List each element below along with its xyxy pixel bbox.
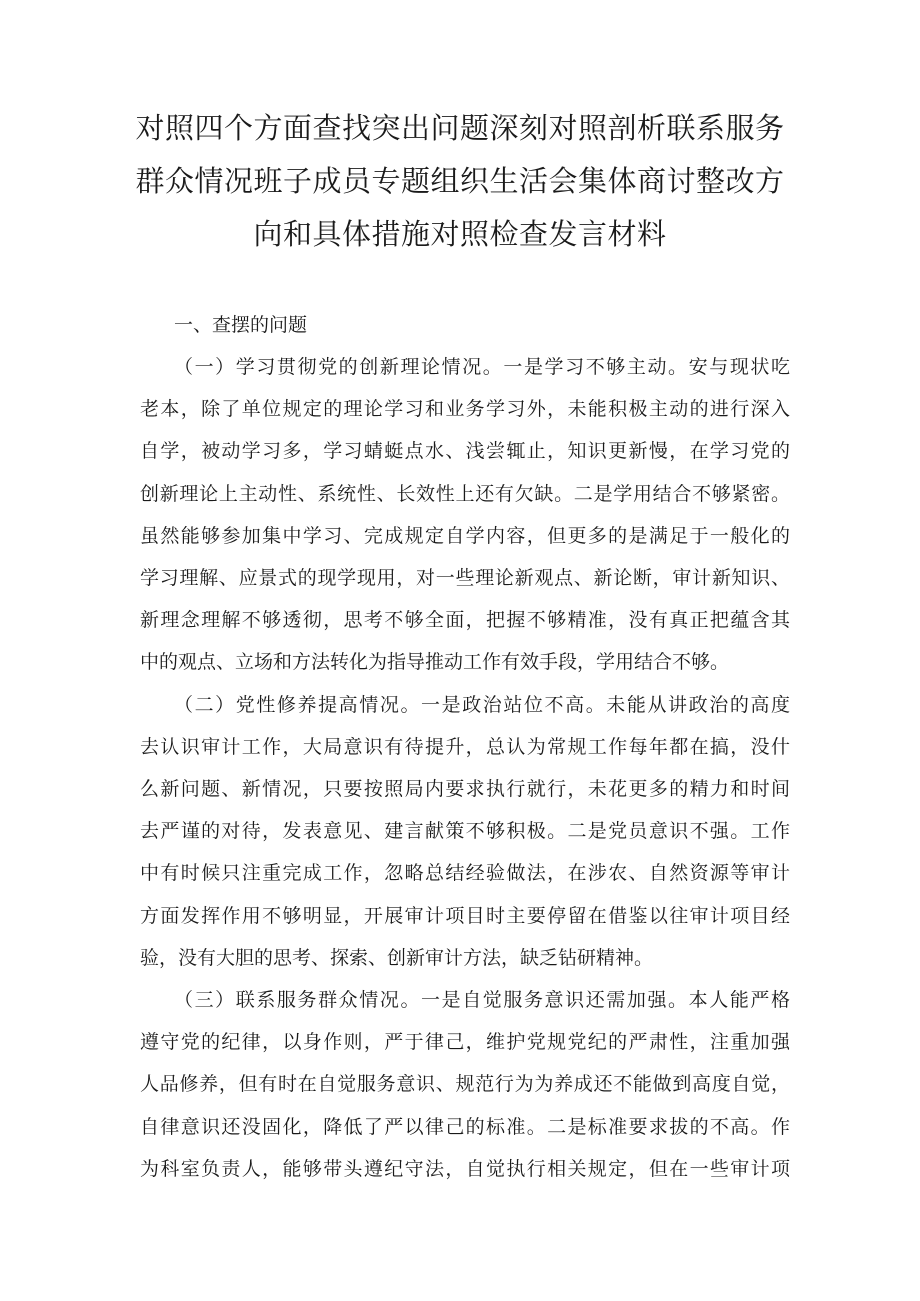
paragraph-line: 去严谨的对待，发表意见、建言献策不够积极。二是党员意识不强。工作	[140, 820, 790, 843]
title-line: 对照四个方面查找突出问题深刻对照剖析联系服务	[135, 111, 785, 145]
paragraph-line: 虽然能够参加集中学习、完成规定自学内容，但更多的是满足于一般化的	[140, 524, 790, 547]
paragraph-serve-masses	[140, 979, 790, 1190]
paragraph-line: （一）学习贯彻党的创新理论情况。一是学习不够主动。安与现状吃	[174, 356, 790, 378]
paragraph-study	[140, 346, 790, 684]
paragraph-line: 方面发挥作用不够明显，开展审计项目时主要停留在借鉴以往审计项目经	[140, 904, 790, 927]
paragraph-line: 人品修养，但有时在自觉服务意识、规范行为为养成还不能做到高度自觉，	[140, 1073, 790, 1096]
paragraph-line: 去认识审计工作，大局意识有待提升，总认为常规工作每年都在搞，没什	[140, 735, 790, 758]
title-line: 向和具体措施对照检查发言材料	[253, 217, 667, 251]
section-heading: 一、查摆的问题	[174, 314, 308, 336]
paragraph-party-spirit	[140, 684, 790, 979]
paragraph-line: 遵守党的纪律，以身作则，严于律己，维护党规党纪的严肃性，注重加强	[140, 1031, 790, 1054]
paragraph-line: （二）党性修养提高情况。一是政治站位不高。未能从讲政治的高度	[174, 693, 790, 716]
document-body	[140, 304, 790, 1190]
paragraph-line: 么新问题、新情况，只要按照局内要求执行就行，未花更多的精力和时间	[140, 778, 790, 801]
paragraph-line: 老本，除了单位规定的理论学习和业务学习外，未能积极主动的进行深入	[140, 398, 790, 421]
paragraph-line: 自律意识还没固化，降低了严以律己的标准。二是标准要求拔的不高。作	[140, 1115, 790, 1138]
title-line: 群众情况班子成员专题组织生活会集体商讨整改方	[135, 164, 785, 198]
paragraph-line: （三）联系服务群众情况。一是自觉服务意识还需加强。本人能严格	[174, 989, 790, 1012]
paragraph-line: 自学，被动学习多，学习蜻蜓点水、浅尝辄止，知识更新慢，在学习党的	[140, 440, 790, 463]
paragraph-line: 中的观点、立场和方法转化为指导推动工作有效手段，学用结合不够。	[140, 651, 730, 674]
paragraph-line: 学习理解、应景式的现学现用，对一些理论新观点、新论断，审计新知识、	[140, 567, 790, 590]
paragraph-line: 新理念理解不够透彻，思考不够全面，把握不够精准，没有真正把蕴含其	[140, 609, 790, 632]
document-title	[130, 102, 790, 261]
paragraph-line: 为科室负责人，能够带头遵纪守法，自觉执行相关规定，但在一些审计项	[140, 1157, 790, 1180]
paragraph-line: 创新理论上主动性、系统性、长效性上还有欠缺。二是学用结合不够紧密。	[140, 482, 790, 505]
paragraph-line: 中有时候只注重完成工作，忽略总结经验做法，在涉农、自然资源等审计	[140, 862, 790, 885]
paragraph-line: 验，没有大胆的思考、探索、创新审计方法，缺乏钻研精神。	[140, 946, 654, 969]
